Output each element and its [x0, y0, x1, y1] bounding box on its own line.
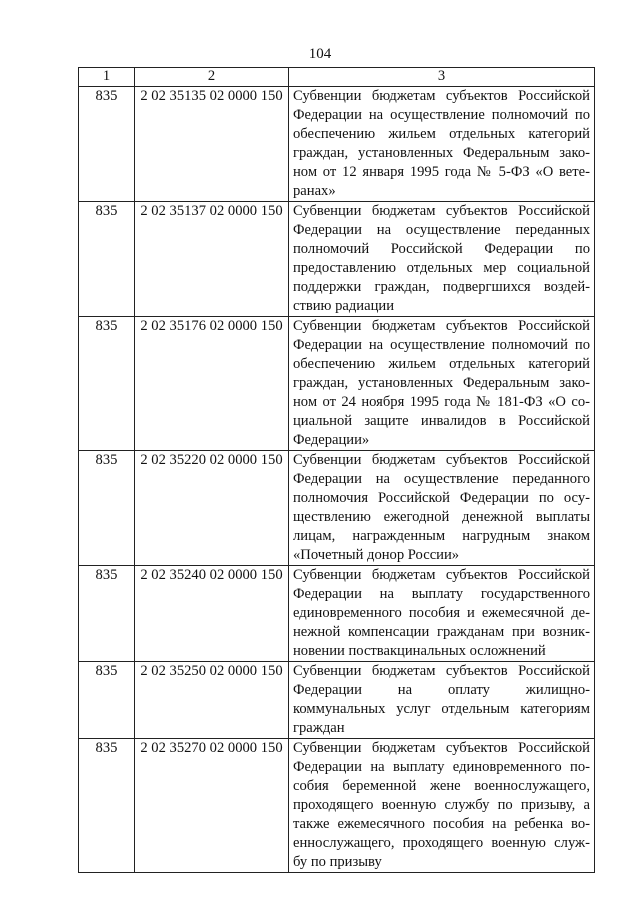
description-line: Субвенции бюджетам субъектов Российской: [293, 663, 590, 679]
description-line: граждан, установленных Федеральным зако-: [293, 145, 590, 161]
table-row: [79, 451, 595, 566]
description-line: коммунальных услуг отдельным категориям: [293, 701, 590, 717]
description-line: полномочий Российской Федерации по: [293, 241, 590, 257]
admin-code-cell: 835: [79, 739, 135, 873]
budget-code-cell: 2 02 35137 02 0000 150: [135, 202, 289, 317]
description-cell: [289, 87, 595, 202]
admin-code-cell: 835: [79, 87, 135, 202]
budget-code-cell: 2 02 35250 02 0000 150: [135, 662, 289, 739]
description-line: проходящего военную службу по призыву, а: [293, 797, 590, 813]
description-line: бу по призыву: [293, 854, 382, 870]
description-line: также ежемесячного пособия на ребенка во-: [293, 816, 590, 832]
description-line: Субвенции бюджетам субъектов Российской: [293, 740, 590, 756]
table-row: [79, 739, 595, 873]
description-line: Федерации на осуществление полномочий по: [293, 107, 590, 123]
header-col-1: 1: [79, 68, 135, 87]
description-line: ществлению ежегодной денежной выплаты: [293, 509, 590, 525]
table-row: [79, 87, 595, 202]
page-number: 104: [308, 46, 332, 62]
description-line: граждан: [293, 720, 345, 736]
description-cell: [289, 317, 595, 451]
budget-code-cell: 2 02 35270 02 0000 150: [135, 739, 289, 873]
description-line: граждан, установленных Федеральным зако-: [293, 375, 590, 391]
description-line: предоставлению отдельных мер социальной: [293, 260, 590, 276]
description-line: «Почетный донор России»: [293, 547, 460, 563]
description-cell: [289, 566, 595, 662]
admin-code-cell: 835: [79, 317, 135, 451]
table-header-row: [79, 68, 595, 87]
admin-code-cell: 835: [79, 566, 135, 662]
budget-code-cell: 2 02 35135 02 0000 150: [135, 87, 289, 202]
budget-table: [78, 67, 595, 873]
admin-code-cell: 835: [79, 451, 135, 566]
description-line: Федерации»: [293, 432, 370, 448]
description-line: Субвенции бюджетам субъектов Российской: [293, 88, 590, 104]
description-line: собия беременной жене военнослужащего,: [293, 778, 590, 794]
description-cell: [289, 662, 595, 739]
description-line: нежной компенсации гражданам при возник-: [293, 624, 590, 640]
admin-code-cell: 835: [79, 662, 135, 739]
header-col-2: 2: [135, 68, 289, 87]
description-line: новении поствакцинальных осложнений: [293, 643, 546, 659]
header-col-3: 3: [289, 68, 595, 87]
description-line: циальной защите инвалидов в Российской: [293, 413, 590, 429]
description-line: ранах»: [293, 183, 336, 199]
description-line: ном от 24 ноября 1995 года № 181-ФЗ «О со-: [293, 394, 590, 410]
admin-code-cell: 835: [79, 202, 135, 317]
table-row: [79, 202, 595, 317]
budget-code-cell: 2 02 35240 02 0000 150: [135, 566, 289, 662]
description-line: Субвенции бюджетам субъектов Российской: [293, 567, 590, 583]
description-line: Субвенции бюджетам субъектов Российской: [293, 203, 590, 219]
table-row: [79, 317, 595, 451]
description-line: полномочия Российской Федерации по осу-: [293, 490, 590, 506]
description-line: обеспечению жильем отдельных категорий: [293, 126, 590, 142]
description-line: обеспечению жильем отдельных категорий: [293, 356, 590, 372]
description-line: ном от 12 января 1995 года № 5-ФЗ «О вете-: [293, 164, 590, 180]
description-line: Федерации на выплату государственного: [293, 586, 590, 602]
description-line: Субвенции бюджетам субъектов Российской: [293, 318, 590, 334]
table-row: [79, 662, 595, 739]
budget-code-cell: 2 02 35220 02 0000 150: [135, 451, 289, 566]
budget-code-cell: 2 02 35176 02 0000 150: [135, 317, 289, 451]
description-line: Федерации на осуществление переданного: [293, 471, 590, 487]
description-cell: [289, 739, 595, 873]
description-line: Федерации на осуществление переданных: [293, 222, 590, 238]
description-line: Федерации на осуществление полномочий по: [293, 337, 590, 353]
table-row: [79, 566, 595, 662]
description-line: ствию радиации: [293, 298, 395, 314]
description-line: Федерации на выплату единовременного по-: [293, 759, 590, 775]
description-line: Федерации на оплату жилищно-: [293, 682, 590, 698]
description-cell: [289, 202, 595, 317]
description-line: Субвенции бюджетам субъектов Российской: [293, 452, 590, 468]
description-cell: [289, 451, 595, 566]
description-line: единовременного пособия и ежемесячной де-: [293, 605, 590, 621]
description-line: поддержки граждан, подвергшихся воздей-: [293, 279, 590, 295]
description-line: лицам, награжденным нагрудным знаком: [293, 528, 590, 544]
description-line: еннослужащего, проходящего военную служ-: [293, 835, 590, 851]
table-body: [79, 87, 595, 873]
